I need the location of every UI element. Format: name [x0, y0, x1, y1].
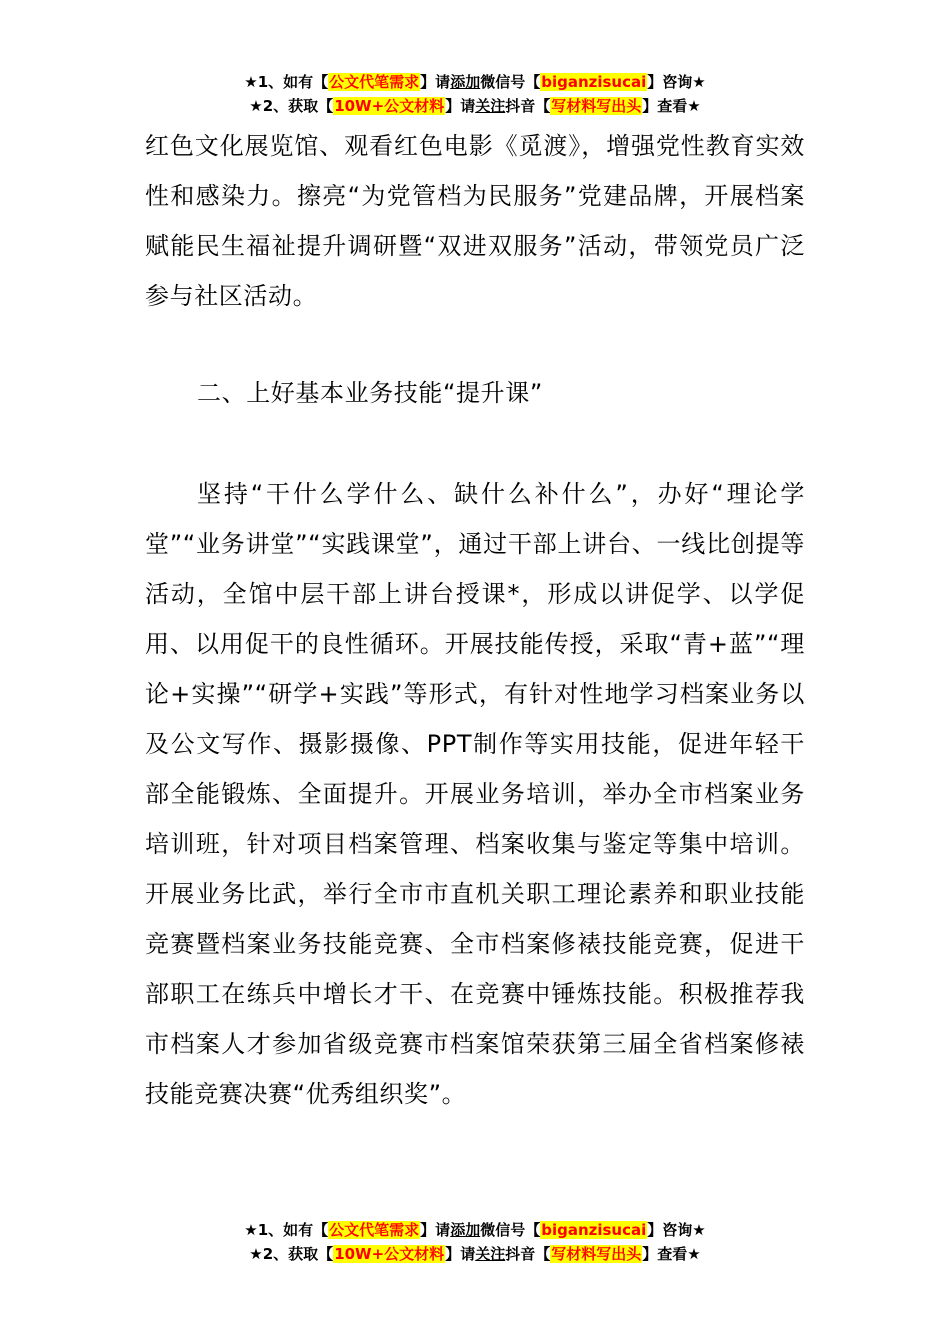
banner-text: 】查看★	[642, 1245, 701, 1263]
banner-wechat-id: biganzisucai	[541, 1221, 647, 1239]
banner-text: ★1、如有【	[244, 73, 329, 91]
banner-emphasis: 关注	[475, 97, 506, 115]
section-heading: 二、上好基本业务技能“提升课”	[197, 379, 543, 407]
banner-text: 微信号【	[480, 73, 541, 91]
banner-text: 】咨询★	[647, 1221, 706, 1239]
banner-emphasis: 添加	[450, 73, 481, 91]
banner-line-2	[0, 1242, 950, 1266]
banner-line-1	[0, 1218, 950, 1242]
banner-text: ★2、获取【	[249, 1245, 334, 1263]
banner-highlight: 10W+公文材料	[334, 97, 445, 115]
body-paragraph-2: 坚持“干什么学什么、缺什么补什么”，办好“理论学堂”“业务讲堂”“实践课堂”，通过干部上讲台、一线比创提等活动，全馆中层干部上讲台授课*，形成以讲促学、以学促用、以用促干的良性循环。开展技能传授，采取“青+蓝”“理论+实操”“研学+实践”等形式，有针对性地学习档案业务以及公文写作、摄影摄像、PPT制作等实用技能，促进年轻干部全能锻炼、全面提升。开展业务培训，举办全市档案业务培训班，针对项目档案管理、档案收集与鉴定等集中培训。开展业务比武，举行全市市直机关职工理论素养和职业技能竞赛暨档案业务技能竞赛、全市档案修裱技能竞赛，促进干部职工在练兵中增长才干、在竞赛中锤炼技能。积极推荐我市档案人才参加省级竞赛市档案馆荣获第三届全省档案修裱技能竞赛决赛“优秀组织奖”。	[145, 480, 805, 1108]
banner-text: 】请	[420, 1221, 451, 1239]
banner-text: 抖音【	[505, 1245, 551, 1263]
banner-line-1	[0, 70, 950, 94]
banner-line-2	[0, 94, 950, 118]
banner-text: 】请	[445, 1245, 476, 1263]
banner-emphasis: 关注	[475, 1245, 506, 1263]
banner-douyin-id: 写材料写出头	[551, 1245, 642, 1263]
body-paragraph-1: 红色文化展览馆、观看红色电影《觅渡》，增强党性教育实效性和感染力。擦亮“为党管档为民服务”党建品牌，开展档案赋能民生福祉提升调研暨“双进双服务”活动，带领党员广泛参与社区活动。	[145, 132, 805, 310]
banner-text: 】查看★	[642, 97, 701, 115]
bottom-banner	[0, 1218, 950, 1266]
banner-highlight: 公文代笔需求	[329, 73, 420, 91]
banner-text: 】请	[420, 73, 451, 91]
banner-highlight: 公文代笔需求	[329, 1221, 420, 1239]
banner-douyin-id: 写材料写出头	[551, 97, 642, 115]
banner-text: ★1、如有【	[244, 1221, 329, 1239]
banner-wechat-id: biganzisucai	[541, 73, 647, 91]
banner-highlight: 10W+公文材料	[334, 1245, 445, 1263]
banner-text: 抖音【	[505, 97, 551, 115]
banner-text: 】咨询★	[647, 73, 706, 91]
banner-emphasis: 添加	[450, 1221, 481, 1239]
banner-text: 】请	[445, 97, 476, 115]
banner-text: ★2、获取【	[249, 97, 334, 115]
banner-text: 微信号【	[480, 1221, 541, 1239]
top-banner	[0, 70, 950, 118]
